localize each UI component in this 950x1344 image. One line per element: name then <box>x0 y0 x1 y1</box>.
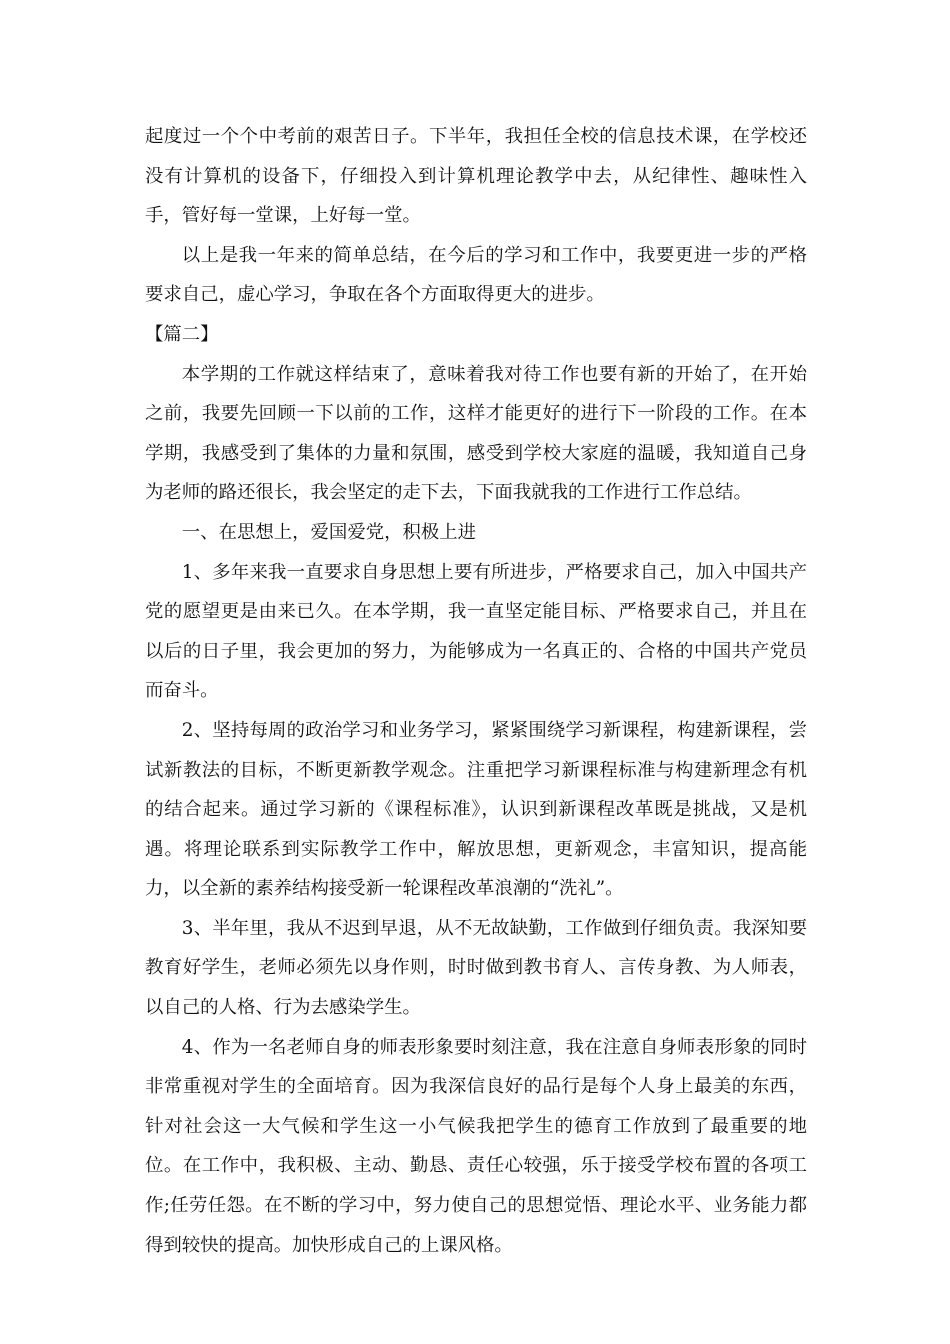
paragraph-item-1: 1、多年来我一直要求自身思想上要有所进步，严格要求自己，加入中国共产党的愿望更是由来已久。在本学期，我一直坚定能目标、严格要求自己，并且在以后的日子里，我会更加的努力，为能够成为一名真正的、合格的中国共产党员而奋斗。 <box>145 561 807 702</box>
subheading-thought: 一、在思想上，爱国爱党，积极上进 <box>181 521 477 543</box>
paragraph-item-3: 3、半年里，我从不迟到早退，从不无故缺勤，工作做到仔细负责。我深知要教育好学生，老师必须先以身作则，时时做到教书育人、言传身教、为人师表，以自己的人格、行为去感染学生。 <box>145 917 807 1019</box>
paragraph-intro: 本学期的工作就这样结束了，意味着我对待工作也要有新的开始了，在开始之前，我要先回顾一下以前的工作，这样才能更好的进行下一阶段的工作。在本学期，我感受到了集体的力量和氛围，感受到学校大家庭的温暖，我知道自己身为老师的路还很长，我会坚定的走下去，下面我就我的工作进行工作总结。 <box>145 363 807 504</box>
paragraph-item-4: 4、作为一名老师自身的师表形象要时刻注意，我在注意自身师表形象的同时非常重视对学生的全面培育。因为我深信良好的品行是每个人身上最美的东西，针对社会这一大气候和学生这一小气候我把学生的德育工作放到了最重要的地位。在工作中，我积极、主动、勤恳、责任心较强，乐于接受学校布置的各项工作;任劳任怨。在不断的学习中，努力使自己的思想觉悟、理论水平、业务能力都得到较快的提高。加快形成自己的上课风格。 <box>145 1036 807 1256</box>
section-heading: 【篇二】 <box>145 323 219 345</box>
document-page <box>145 117 807 1265</box>
paragraph-continuation: 起度过一个个中考前的艰苦日子。下半年，我担任全校的信息技术课，在学校还没有计算机的设备下，仔细投入到计算机理论教学中去，从纪律性、趣味性入手，管好每一堂课，上好每一堂。 <box>145 126 807 227</box>
paragraph-summary: 以上是我一年来的简单总结，在今后的学习和工作中，我要更进一步的严格要求自己，虚心学习，争取在各个方面取得更大的进步。 <box>145 244 807 306</box>
paragraph-item-2: 2、坚持每周的政治学习和业务学习，紧紧围绕学习新课程，构建新课程，尝试新教法的目标，不断更新教学观念。注重把学习新课程标准与构建新理念有机的结合起来。通过学习新的《课程标准》，认识到新课程改革既是挑战，又是机遇。将理论联系到实际教学工作中，解放思想，更新观念，丰富知识，提高能力，以全新的素养结构接受新一轮课程改革浪潮的“洗礼”。 <box>145 719 807 900</box>
